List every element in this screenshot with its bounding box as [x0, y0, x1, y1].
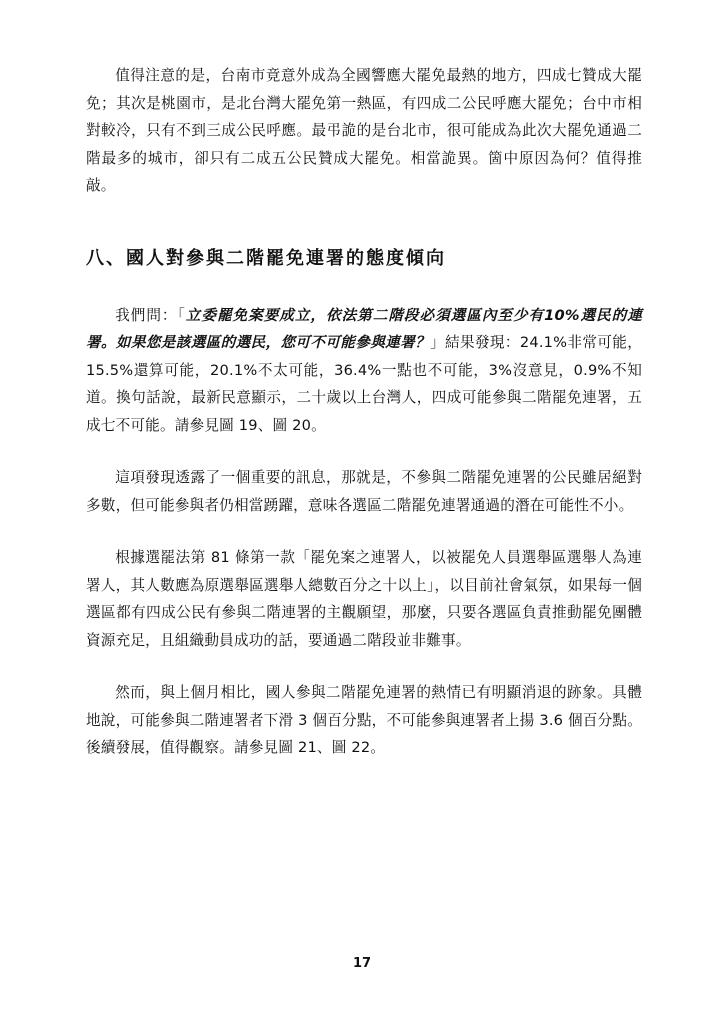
- paragraph-legal-basis: 根據選罷法第 81 條第一款「罷免案之連署人，以被罷免人員選舉區選舉人為連署人，其人數應為原選舉區選舉人總數百分之十以上」，以目前社會氣氛，如果每一個選區都有四成公民有參與二階連署的主觀願望，那麼，只要各選區負責推動罷免團體資源充足，且組織動員成功的話，要通過二階段並非難事。: [86, 549, 642, 649]
- paragraph-tainan-analysis: 值得注意的是，台南市竟意外成為全國響應大罷免最熱的地方，四成七贊成大罷免；其次是桃園市，是北台灣大罷免第一熱區，有四成二公民呼應大罷免；台中市相對較冷，只有不到三成公民呼應。最弔詭的是台北市，很可能成為此次大罷免通過二階最多的城市，卻只有二成五公民贊成大罷免。相當詭異。箇中原因為何？值得推敲。: [86, 67, 642, 194]
- quote-close: 」: [430, 334, 446, 351]
- survey-question-text-2: 選民的連署。如果您是該選區的選民，您可不可能參與連署？: [86, 306, 642, 351]
- page-number: 17: [352, 956, 372, 971]
- section-heading: 八、國人對參與二階罷免連署的態度傾向: [86, 247, 446, 269]
- quote-open: 我們問：「: [115, 306, 186, 324]
- survey-question-text-1: 立委罷免案要成立，依法第二階段必須選區內至少有: [185, 306, 545, 324]
- paragraph-trend: 然而，與上個月相比，國人參與二階罷免連署的熱情已有明顯消退的跡象。具體地說，可能參與二階連署者下滑 3 個百分點，不可能參與連署者上揚 3.6 個百分點。後續發展，值得觀察。請參見圖 21、圖 22。: [86, 684, 642, 756]
- survey-question-threshold: 10%: [544, 306, 580, 324]
- paragraph-implication: 這項發現透露了一個重要的訊息，那就是，不參與二階罷免連署的公民雖居絕對多數，但可能參與者仍相當踴躍，意味各選區二階罷免連署通過的潛在可能性不小。: [86, 469, 642, 514]
- survey-result-text: 結果發現：24.1%非常可能，15.5%還算可能，20.1%不太可能，36.4%一點也不可能，3%沒意見，0.9%不知道。換句話說，最新民意顯示，二十歲以上台灣人，四成可能參與二階罷免連署，五成七不可能。請參見圖 19、圖 20。: [86, 334, 643, 434]
- document-body: [86, 62, 642, 762]
- paragraph-survey-question: [86, 302, 642, 440]
